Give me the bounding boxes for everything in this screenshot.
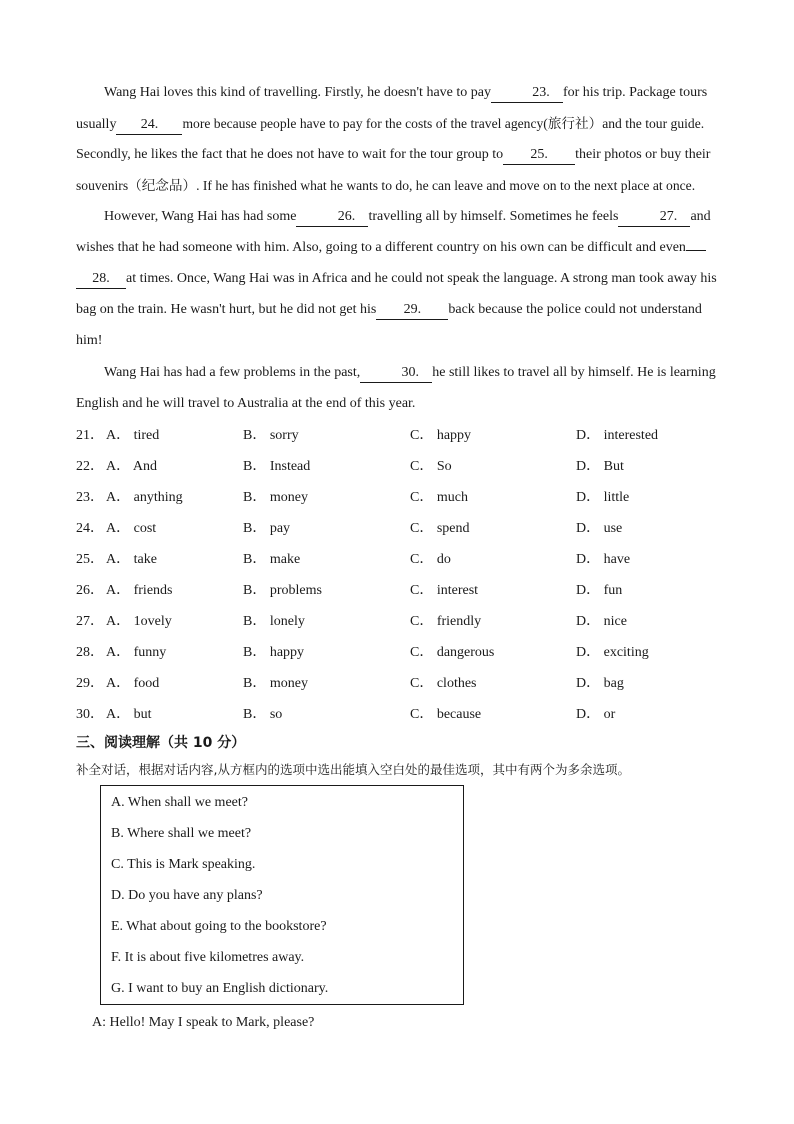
question-row: [76, 513, 756, 544]
option-b: B． Instead: [243, 459, 311, 474]
passage-line: [76, 108, 756, 140]
passage-text: bag on the train. He wasn't hurt, but he did not get his: [76, 302, 377, 317]
option-c: C． much: [410, 490, 468, 505]
option-d: D． fun: [576, 583, 623, 598]
box-option-a: A. When shall we meet?: [111, 795, 248, 810]
option-d: D． exciting: [576, 645, 649, 660]
blank-30: 30.: [360, 364, 432, 383]
passage-text: for his trip. Package tours: [562, 85, 708, 100]
passage-line: [76, 357, 756, 388]
question-row: [76, 575, 756, 606]
passage-text: However, Wang Hai has had some: [104, 209, 297, 224]
option-c: C． spend: [410, 521, 470, 536]
option-c: C． happy: [410, 428, 472, 443]
passage-line: [76, 170, 756, 202]
box-option-d: D. Do you have any plans?: [111, 888, 263, 903]
blank-23: 23.: [491, 84, 563, 103]
option-d: D． nice: [576, 614, 627, 629]
passage-text: usually: [76, 117, 117, 132]
passage-text: Secondly, he likes the fact that he does not have to wait for the tour group to: [76, 147, 504, 162]
option-c: C． interest: [410, 583, 479, 598]
option-c: C． because: [410, 707, 482, 722]
question-row: [76, 699, 756, 730]
question-number: 29．: [76, 676, 104, 691]
passage-text: and: [690, 209, 711, 224]
option-a: A． but: [106, 707, 152, 722]
question-number: 26．: [76, 583, 104, 598]
blank-24: 24.: [116, 116, 182, 135]
option-b: B． pay: [243, 521, 291, 536]
passage-line: [76, 388, 756, 419]
question-number: 22．: [76, 459, 104, 474]
option-d: D． or: [576, 707, 616, 722]
passage-text: him!: [76, 333, 103, 348]
option-d: D． have: [576, 552, 631, 567]
option-a: A． anything: [106, 490, 183, 505]
question-row: [76, 637, 756, 668]
option-b: B． problems: [243, 583, 322, 598]
question-number: 24．: [76, 521, 104, 536]
blank-26: 26.: [296, 208, 368, 227]
options-box: [100, 785, 464, 1005]
option-b: B． money: [243, 676, 308, 691]
question-number: 25．: [76, 552, 104, 567]
option-c: C． friendly: [410, 614, 482, 629]
passage-text: he still likes to travel all by himself. He is learning: [432, 365, 716, 380]
section-instruction: 补全对话，根据对话内容,从方框内的选项中选出能填入空白处的最佳选项，其中有两个为多余选项。: [76, 762, 630, 777]
passage-line: [76, 232, 756, 263]
box-option-e: E. What about going to the bookstore?: [111, 919, 327, 934]
box-option-b: B. Where shall we meet?: [111, 826, 252, 841]
box-option-c: C. This is Mark speaking.: [111, 857, 256, 872]
box-option-g: G. I want to buy an English dictionary.: [111, 981, 329, 996]
option-a: A． cost: [106, 521, 157, 536]
box-option-f: F. It is about five kilometres away.: [111, 950, 305, 965]
passage-text: their photos or buy their: [575, 147, 711, 162]
section-heading: 三、阅读理解（共 10 分）: [76, 735, 246, 751]
passage-line: [76, 139, 756, 170]
option-c: C． do: [410, 552, 451, 567]
option-b: B． happy: [243, 645, 305, 660]
option-a: A． friends: [106, 583, 173, 598]
passage-line: [76, 201, 756, 232]
question-row: [76, 482, 756, 513]
passage-text: travelling all by himself. Sometimes he feels: [368, 209, 619, 224]
option-b: B． lonely: [243, 614, 305, 629]
option-a: A． take: [106, 552, 157, 567]
option-a: A． And: [106, 459, 157, 474]
blank-25: 25.: [503, 146, 575, 165]
passage-text: Wang Hai has had a few problems in the past,: [104, 365, 361, 380]
passage-line: [76, 325, 756, 356]
option-d: D． But: [576, 459, 624, 474]
option-a: A． tired: [106, 428, 160, 443]
option-a: A． 1ovely: [106, 614, 172, 629]
option-d: D． use: [576, 521, 623, 536]
question-row: [76, 544, 756, 575]
question-row: [76, 420, 756, 451]
passage-text: back because the police could not understand: [448, 302, 702, 317]
question-number: 30．: [76, 707, 104, 722]
passage-text: souvenirs（纪念品）. If he has finished what he wants to do, he can leave and move on to the next place at once.: [76, 178, 696, 193]
option-b: B． sorry: [243, 428, 299, 443]
option-d: D． interested: [576, 428, 659, 443]
question-row: [76, 606, 756, 637]
option-b: B． so: [243, 707, 283, 722]
question-options: [76, 420, 756, 730]
passage-text: wishes that he had someone with him. Also, going to a different country on his own can be difficult and even: [76, 240, 686, 255]
question-row: [76, 451, 756, 482]
option-b: B． make: [243, 552, 301, 567]
option-d: D． bag: [576, 676, 624, 691]
question-number: 23．: [76, 490, 104, 505]
blank-28-start: [686, 250, 706, 251]
option-b: B． money: [243, 490, 308, 505]
option-c: C． clothes: [410, 676, 477, 691]
option-c: C． dangerous: [410, 645, 495, 660]
blank-27: 27.: [618, 208, 690, 227]
passage-text: Wang Hai loves this kind of travelling. Firstly, he doesn't have to pay: [104, 85, 491, 100]
option-c: C． So: [410, 459, 452, 474]
passage-text: at times. Once, Wang Hai was in Africa and he could not speak the language. A strong man took away his: [126, 271, 717, 286]
option-d: D． little: [576, 490, 630, 505]
passage-line: [76, 263, 756, 294]
question-row: [76, 668, 756, 699]
dialog-line: A: Hello! May I speak to Mark, please?: [92, 1015, 315, 1030]
question-number: 27．: [76, 614, 104, 629]
blank-29: 29.: [376, 301, 448, 320]
passage-line: [76, 294, 756, 325]
passage-text: more because people have to pay for the costs of the travel agency(旅行社）and the tour guide.: [182, 116, 705, 131]
question-number: 21．: [76, 428, 104, 443]
passage-line: [76, 77, 756, 108]
question-number: 28．: [76, 645, 104, 660]
option-a: A． funny: [106, 645, 167, 660]
blank-28: 28.: [76, 270, 126, 289]
option-a: A． food: [106, 676, 160, 691]
passage-text: English and he will travel to Australia at the end of this year.: [76, 396, 416, 411]
